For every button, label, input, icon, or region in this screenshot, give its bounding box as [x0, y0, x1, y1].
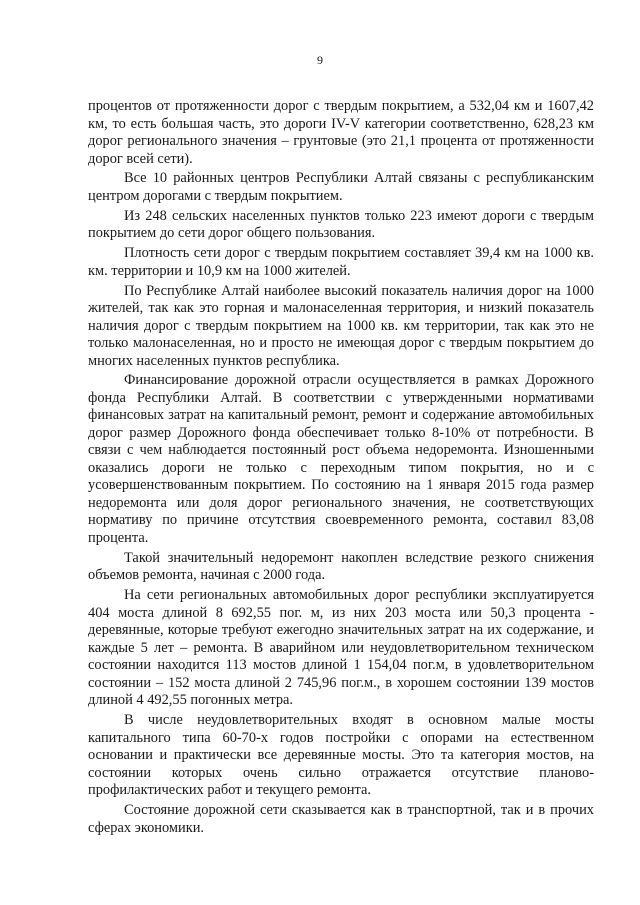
paragraph: На сети региональных автомобильных дорог республики эксплуатируется 404 моста длиной 8 692,55 пог. м, из них 203 моста или 50,3 процента - деревянные, которые требуют ежегодно значительных затрат на их содержание, и каждые 5 лет – ремонта. В аварийном или неудовлетворительном техническом состоянии находится 113 мостов длиной 1 154,04 пог.м, в удовлетворительном состоянии – 152 моста длиной 2 745,96 пог.м., в хорошем состоянии 139 мостов длиной 4 492,55 погонных метра.: [88, 587, 594, 709]
paragraph: Финансирование дорожной отрасли осуществляется в рамках Дорожного фонда Республики Алтай. В соответствии с утвержденными нормативами финансовых затрат на капитальный ремонт, ремонт и содержание автомобильных дорог размер Дорожного фонда обеспечивает только 8-10% от потребности. В связи с чем наблюдается постоянный рост объема недоремонта. Изношенными оказались дороги не только с переходным типом покрытия, но и с усовершенствованным покрытием. По состоянию на 1 января 2015 года размер недоремонта или доля дорог регионального значения, не соответствующих нормативу по причине отсутствия своевременного ремонта, составил 83,08 процента.: [88, 372, 594, 546]
paragraph-continued: процентов от протяженности дорог с твердым покрытием, а 532,04 км и 1607,42 км, то есть большая часть, это дороги IV-V категории соответственно, 628,23 км дорог регионального значения – грунтовые (это 21,1 процента от протяженности дорог всей сети).: [88, 98, 594, 167]
paragraph: Из 248 сельских населенных пунктов только 223 имеют дороги с твердым покрытием до сети дорог общего пользования.: [88, 207, 594, 242]
paragraph: Состояние дорожной сети сказывается как в транспортной, так и в прочих сферах экономики.: [88, 802, 594, 836]
paragraph: По Республике Алтай наиболее высокий показатель наличия дорог на 1000 жителей, так как это горная и малонаселенная территория, и низкий показатель наличия дорог с твердым покрытием на 1000 кв. км территории, так как это не только малонаселенная, но и просто не имеющая дорог с твердым покрытием до многих населенных пунктов республика.: [88, 282, 594, 369]
paragraph: Все 10 районных центров Республики Алтай связаны с республиканским центром дорогами с твердым покрытием.: [88, 170, 594, 204]
paragraph: В числе неудовлетворительных входят в основном малые мосты капитального типа 60-70-х годов постройки с опорами на естественном основании и практически все деревянные мосты. Это та категория мостов, на состоянии которых очень сильно отражается отсутствие планово-профилактических работ и текущего ремонта.: [88, 712, 594, 799]
paragraph: Плотность сети дорог с твердым покрытием составляет 39,4 км на 1000 кв. км. территории и 10,9 км на 1000 жителей.: [88, 245, 594, 279]
page-number: 9: [317, 53, 323, 67]
paragraph: Такой значительный недоремонт накоплен вследствие резкого снижения объемов ремонта, начиная с 2000 года.: [88, 549, 594, 584]
document-body: [88, 98, 594, 839]
